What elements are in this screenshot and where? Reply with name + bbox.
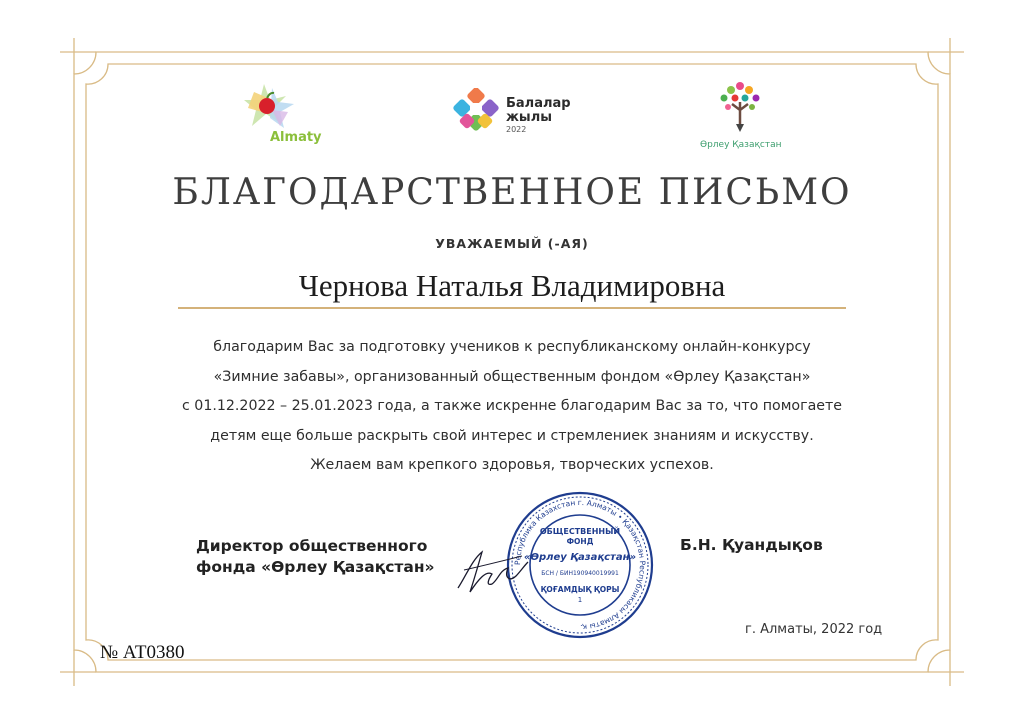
year-of-children-logo — [452, 88, 582, 138]
body-line: благодарим Вас за подготовку учеников к республиканскому онлайн-конкурсу — [213, 339, 811, 355]
body-line: «Зимние забавы», организованный общественным фондом «Өрлеу Қазақстан» — [213, 368, 811, 385]
certificate-number: № АТ0380 — [100, 642, 185, 663]
year-logo-line1: Балалар — [506, 96, 571, 111]
signatory-name: Б.Н. Қуандықов — [680, 536, 823, 554]
signatory-role-line2: фонда «Өрлеу Қазақстан» — [196, 558, 435, 576]
year-logo-line2: жылы — [506, 110, 552, 125]
almaty-logo — [240, 82, 320, 148]
stamp-line3: «Өрлеу Қазақстан» — [524, 552, 636, 563]
orleu-logo — [692, 78, 792, 154]
stamp-line1: ОБЩЕСТВЕННЫЙ — [539, 527, 621, 536]
svg-text:Республика Казахстан г. Алматы — [513, 498, 647, 632]
colorful-flower-icon — [452, 88, 500, 136]
city-date: г. Алматы, 2022 год — [745, 622, 883, 637]
body-text — [120, 333, 904, 481]
orleu-logo-text: Өрлеу Қазақстан — [700, 140, 782, 150]
signatory-role — [196, 536, 435, 578]
body-line: Желаем вам крепкого здоровья, творческих успехов. — [310, 457, 714, 473]
signatory-role-line1: Директор общественного — [196, 537, 428, 555]
salutation: УВАЖАЕМЫЙ (-АЯ) — [435, 236, 589, 251]
body-line: детям еще больше раскрыть свой интерес и стремлениек знаниям и искусству. — [210, 427, 814, 444]
almaty-logo-text: Almaty — [270, 130, 322, 145]
stamp-outer-text: Республика Казахстан г. Алматы • Қазақстан Республикасы Алматы қ. — [512, 497, 648, 633]
year-logo-year: 2022 — [506, 125, 527, 134]
stamp-line4: ҚОҒАМДЫҚ ҚОРЫ — [540, 585, 620, 594]
recipient-name: Чернова Наталья Владимировна — [298, 268, 726, 303]
recipient-underline — [178, 307, 846, 309]
stamp-bin: БСН / БИН190940019991 — [541, 570, 619, 577]
body-line: с 01.12.2022 – 25.01.2023 года, а также искренне благодарим Вас за то, что помогаете — [181, 398, 842, 414]
tree-pen-icon — [712, 78, 768, 134]
document-title: БЛАГОДАРСТВЕННОЕ ПИСЬМО — [172, 172, 852, 213]
handwritten-signature — [452, 540, 532, 600]
almaty-star-apple-icon — [242, 82, 302, 130]
stamp-number: 1 — [577, 596, 583, 604]
stamp-line2: ФОНД — [566, 537, 594, 546]
